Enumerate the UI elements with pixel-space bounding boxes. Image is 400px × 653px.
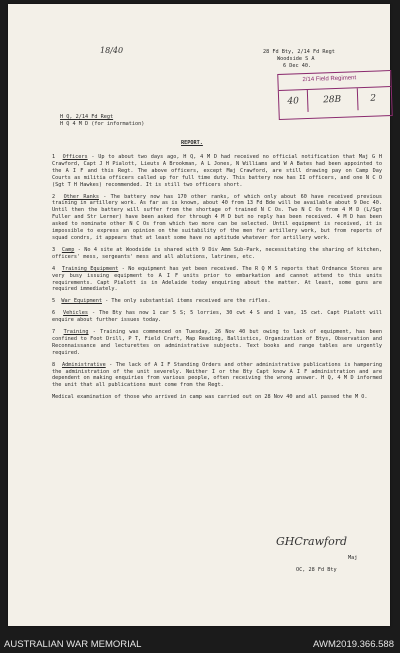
recipients <box>60 114 144 128</box>
paragraph: 6 Vehicles - The Bty has now 1 car 5 S; 5 lorries, 30 cwt 4 S and 1 van, 15 cwt. Capt Pialott will enquire about further issues today. <box>52 310 383 324</box>
stamp-row <box>279 86 392 113</box>
signature-rank: Maj <box>348 555 358 561</box>
stamp-title: 2/14 Field Regiment <box>302 75 357 84</box>
accession-number: AWM2019.366.588 <box>313 639 394 650</box>
paragraph: 8 Administrative - The lack of A I F Standing Orders and other administrative publications is hampering the administration of the unit severely. Neither I or the Bty Capt know A I F administration and are dependent on making enquiries from various people, often receiving the wrong answer. H Q, 4 M D informed the unit that all publications must come from the Regt. <box>52 361 383 389</box>
closing-paragraph: Medical examination of those who arrived in camp was carried out on 28 Nov 40 and all passed the M O. <box>52 394 368 401</box>
handwritten-signature: GHCrawford <box>276 535 348 548</box>
handwritten-note: 18/40 <box>100 46 124 55</box>
paragraph: 1 Officers - Up to about two days ago, H Q, 4 M D had received no official notification that Maj G H Crawford, Capt J H Pialott, Lieuts A Brookman, A L Jones, N Williams and W A Bates had been appointed to the A I F and this Regt. The above officers, except Maj Crawford, are still drawing pay on Camp Day Courts as militia officers called up for full time duty. This battery now has II officers, and one N C O (Sgt T H Hawkes) recommended. It is still two officers short. <box>52 154 383 188</box>
stamp-cell: 2 <box>370 93 377 104</box>
registry-stamp <box>277 70 393 120</box>
institution-label: AUSTRALIAN WAR MEMORIAL <box>4 639 142 650</box>
document-page <box>8 4 390 626</box>
address-line: 28 Fd Bty, 2/14 Fd Regt <box>263 49 335 55</box>
stamp-cell: 28B <box>307 88 359 112</box>
address-line: 6 Dec 40. <box>283 62 312 69</box>
paragraph: 7 Training - Training was commenced on Tuesday, 26 Nov 40 but owing to lack of equipment, has been confined to Foot Drill, P T, Field Craft, Map Reading, Ballistics, Organization of Btys, Observation and Reconnaissance and lecturettes on administrative subjects. Text books and range tables are urgently required. <box>52 329 382 356</box>
signature-unit: OC, 28 Fd Bty <box>296 567 337 573</box>
report-heading: REPORT. <box>181 140 203 146</box>
address-line: Woodside S A <box>277 55 315 62</box>
paragraph: 5 War Equipment - The only substantial items received are the rifles. <box>52 298 271 305</box>
recipient-line: H Q, 2/14 Fd Regt <box>60 114 114 120</box>
paragraph: 4 Training Equipment - No equipment has yet been received. The R Q M S reports that Ordnance Stores are very busy issuing equipment to A I F units prior to embarkation and cannot attend to this units requirements. Capt Pialott is in Adelaide today enquiring about the matter. At least, some guns are required immediately. <box>52 265 383 293</box>
paragraph: 3 Camp - No 4 site at Woodside is shared with 9 Div Amm Sub-Park, necessitating the sharing of kitchen, officers' mess, sergeants' mess and all ablutions, latrines, etc. <box>52 246 382 260</box>
sender-address <box>263 49 335 70</box>
paragraph: 2 Other Ranks - The battery now has 170 other ranks, of which only about 60 have received previous training in artillery work. As far as is known, about 40 from 13 Fd Bde will be available about 9 Dec 40. Until then the battery will suffer from the shortage of trained N C Os. Two N C Os from 4 M D (L/Sgt Fuller and Str Lerner) have been asked for through 4 M D but no reply has been received. 4 M D has been asked to nominate other N C Os from which two more can be selected. Until equipment is received, it is impossible to express an opinion on the suitability of the men for artillery work, but from reports of squad condrs, it appears that at least some have no aptitude whatever for artillery work. <box>52 193 382 241</box>
archive-footer <box>0 637 400 653</box>
document-content <box>8 4 390 626</box>
report-body <box>52 154 382 406</box>
recipient-line: H Q 4 M D (for information) <box>60 120 145 127</box>
stamp-cell: 40 <box>279 90 309 113</box>
